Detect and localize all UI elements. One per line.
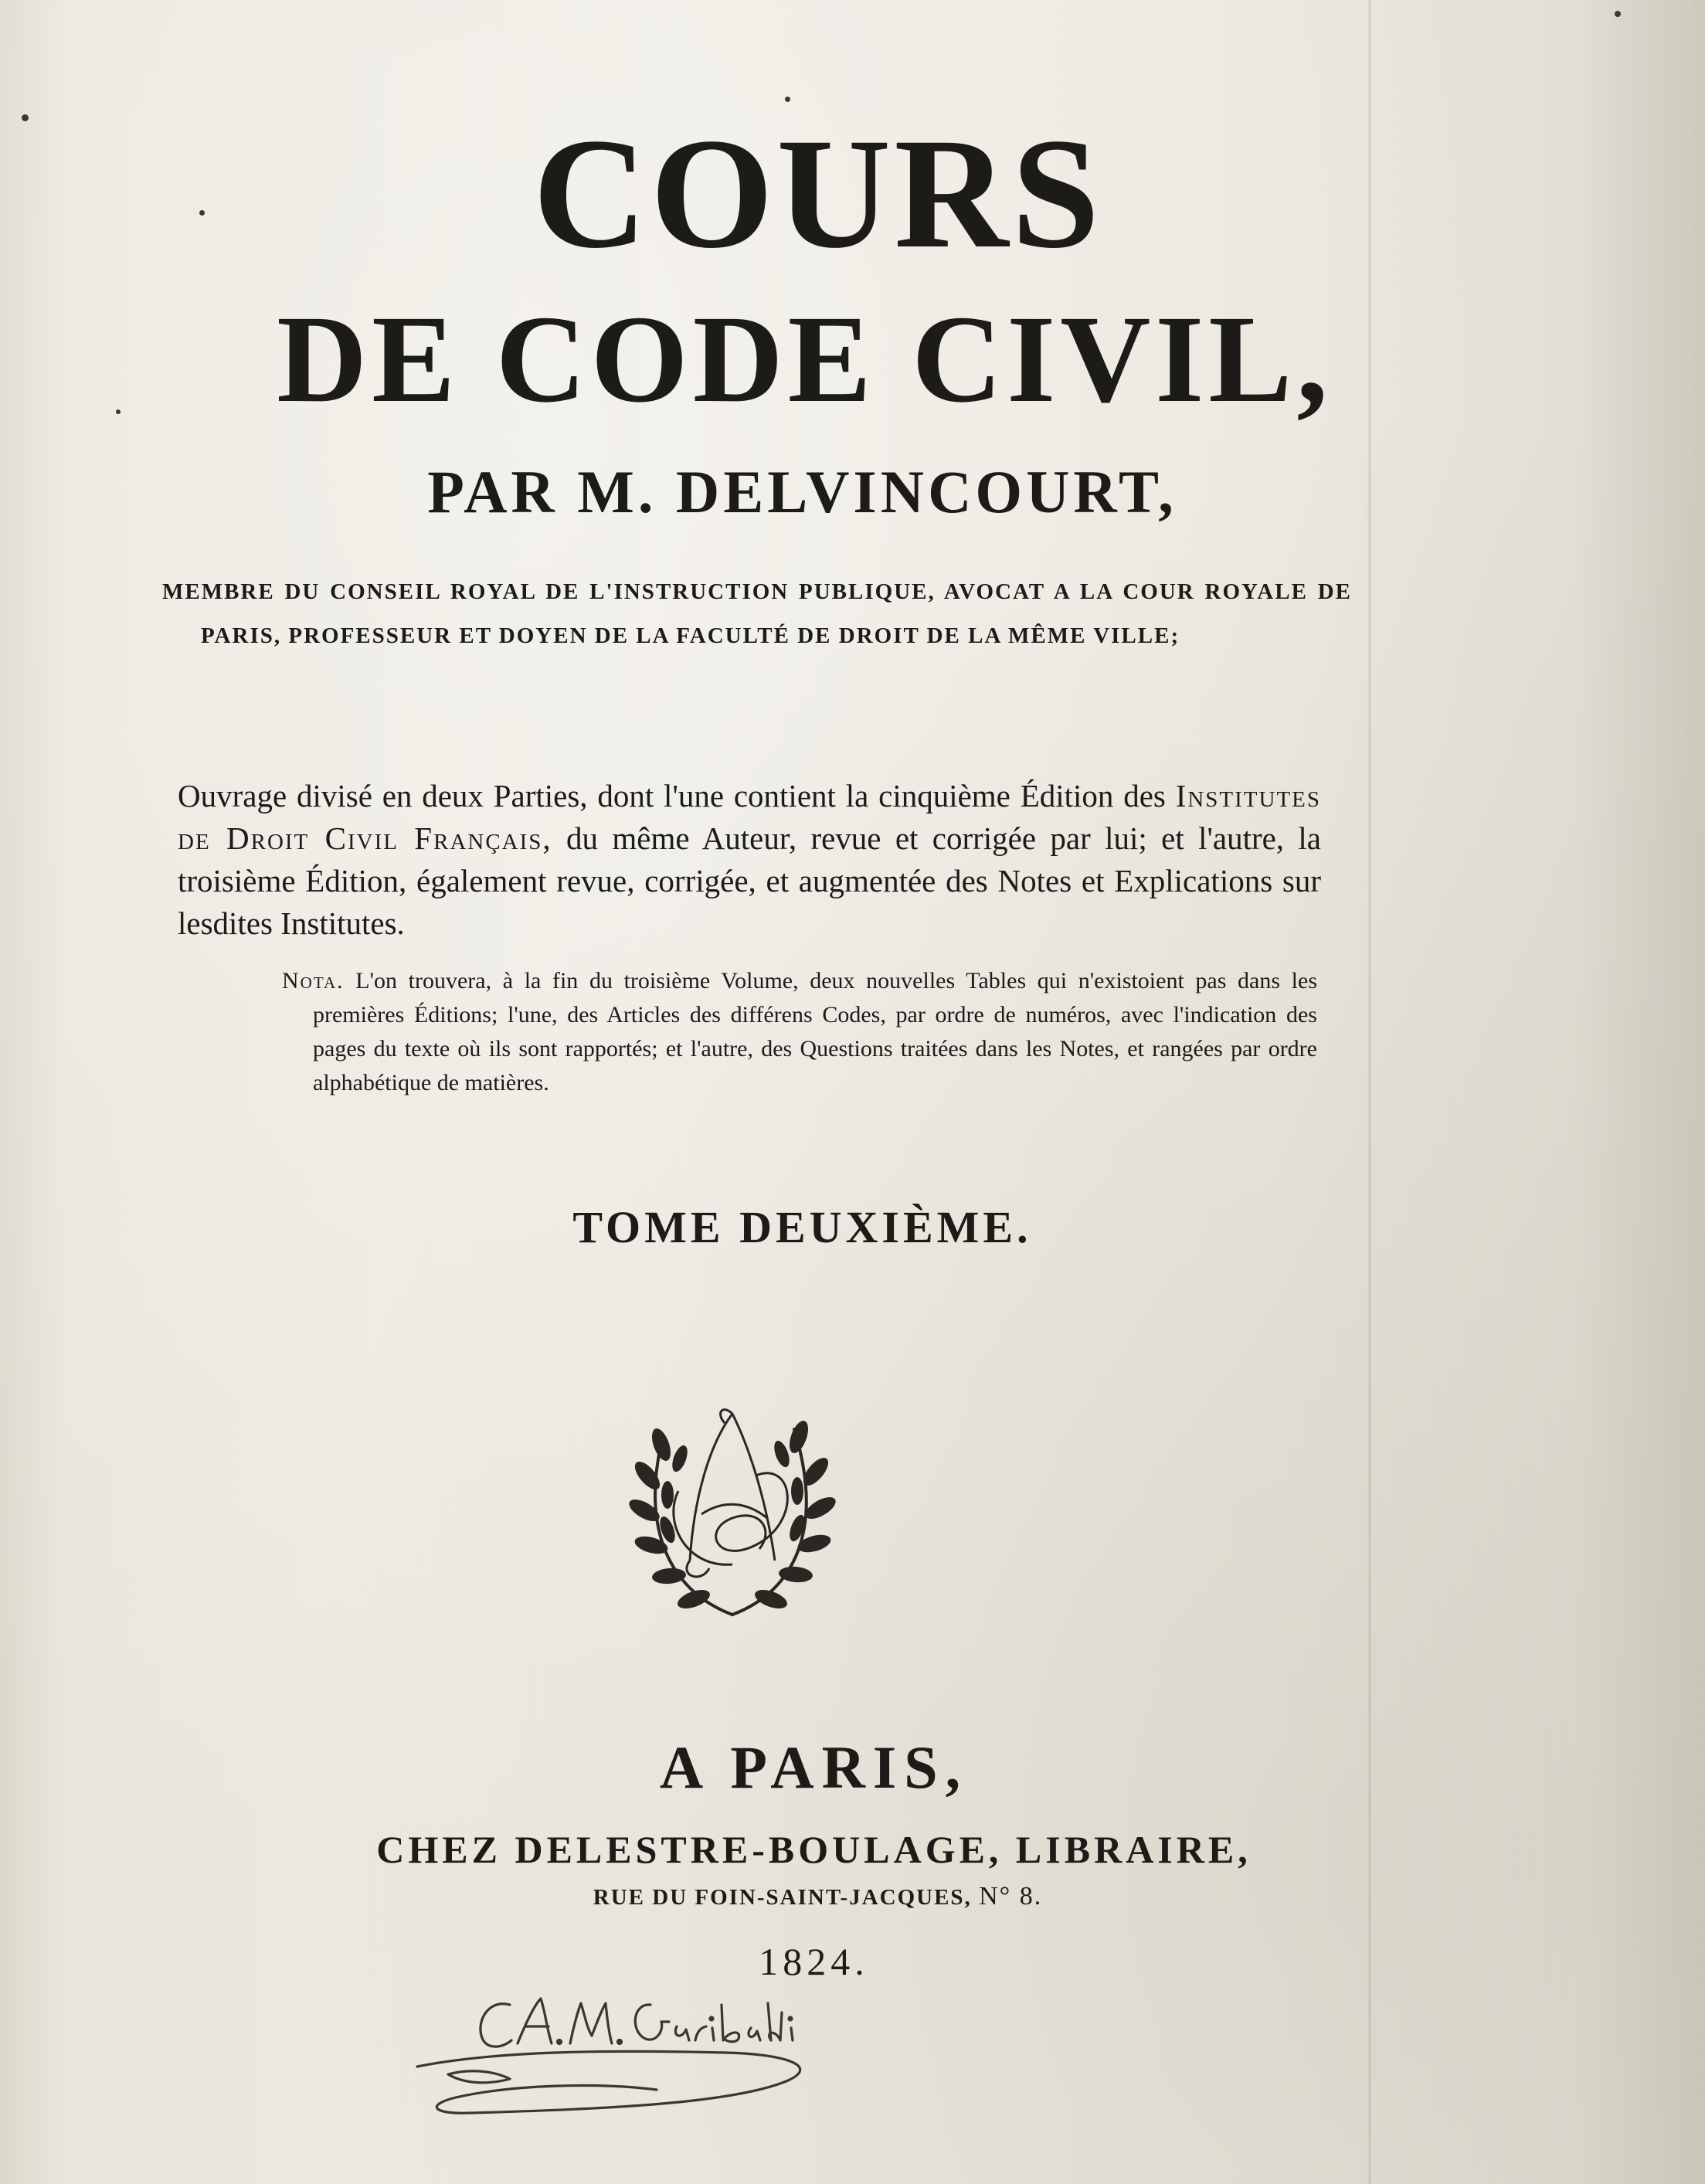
title-line-1: COURS: [532, 106, 1103, 281]
author-line: PAR M. DELVINCOURT,: [427, 458, 1177, 525]
imprint-publisher: CHEZ DELESTRE-BOULAGE, LIBRAIRE,: [376, 1828, 1252, 1871]
imprint-address: [0, 1882, 1670, 1911]
description-small-caps: Institutes de Droit Civil Français,: [178, 778, 1321, 856]
author-credentials: [162, 570, 1352, 658]
nota-block: [282, 964, 1317, 1100]
imprint-year: 1824.: [759, 1940, 869, 1983]
work-description: [178, 775, 1321, 945]
laurel-monogram-icon: [616, 1367, 848, 1630]
nota-text: [282, 964, 1317, 1100]
volume-label: TOME DEUXIÈME.: [572, 1202, 1032, 1252]
ink-speck: [785, 97, 790, 102]
address-street: RUE DU FOIN-SAINT-JACQUES,: [593, 1885, 980, 1910]
nota-label: Nota.: [282, 968, 345, 993]
imprint-city: A PARIS,: [659, 1734, 969, 1801]
title-line-2: DE CODE CIVIL,: [277, 290, 1333, 429]
description-part-2: du même Auteur, revue et corrigée par lui; et l'autre, la troisième Édition, également revue, corrigée, et augmentée des Notes et Explications sur lesdites Institutes.: [178, 820, 1321, 941]
ink-speck: [1615, 11, 1621, 17]
credentials-text: MEMBRE DU CONSEIL ROYAL DE L'INSTRUCTION PUBLIQUE, AVOCAT A LA COUR ROYALE DE PARIS, PROFESSEUR ET DOYEN DE LA FACULTÉ DE DROIT DE LA MÊME VILLE;: [162, 579, 1352, 648]
handwritten-signature-icon: [402, 1982, 834, 2121]
nota-body: L'on trouvera, à la fin du troisième Volume, deux nouvelles Tables qui n'existoient pas dans les premières Éditions; l'une, des Articles des différens Codes, par ordre de numéros, avec l'indication des pages du texte où ils sont rapportés; et l'autre, des Questions traitées dans les Notes, et rangées par ordre alphabétique de matières.: [313, 968, 1317, 1095]
address-number: N° 8.: [979, 1882, 1043, 1911]
description-part-1: Ouvrage divisé en deux Parties, dont l'une contient la cinquième Édition des: [178, 778, 1176, 813]
